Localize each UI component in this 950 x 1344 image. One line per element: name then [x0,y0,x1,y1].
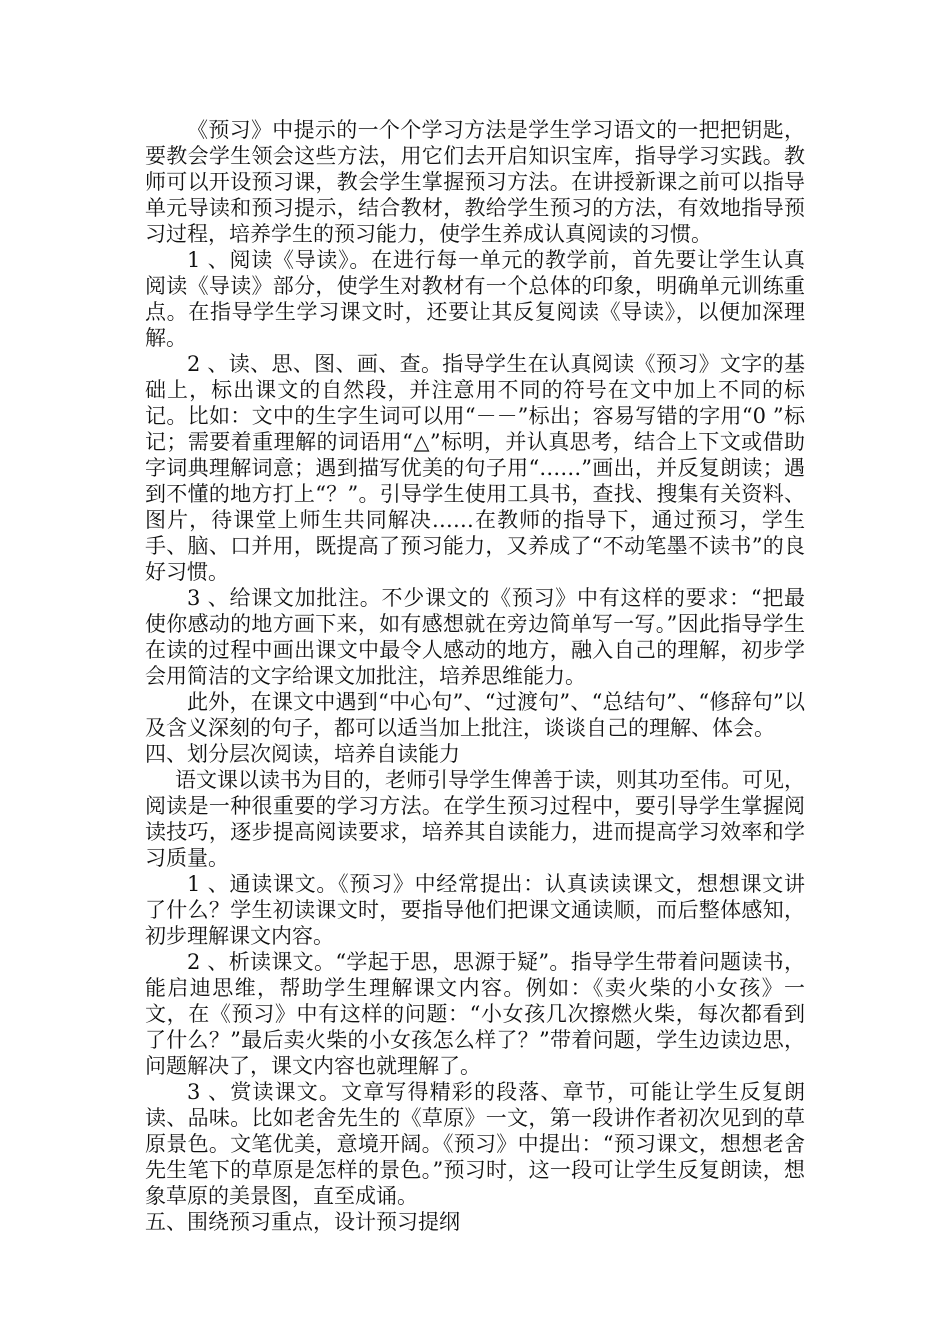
section-heading-four: 四、划分层次阅读，培养自读能力 [145,742,460,766]
paragraph-intro: 《预习》中提示的一个个学习方法是学生学习语文的一把把钥匙，要教会学生领会这些方法，用它们去开启知识宝库，指导学习实践。教师可以开设预习课，教会学生掌握预习方法。在讲授新课之前可以指导单元导读和预习提示，结合教材，教给学生预习的方法，有效地指导预习过程，培养学生的预习能力，使学生养成认真阅读的习惯。 [145,118,805,246]
paragraph-appreciative-reading: 3 、赏读课文。文章写得精彩的段落、章节，可能让学生反复朗读、品味。比如老舍先生的《草原》一文，第一段讲作者初次见到的草原景色。文笔优美，意境开阔。《预习》中提出：“预习课文，想想老舍先生笔下的草原是怎样的景色。”预习时，这一段可让学生反复朗读，想象草原的美景图，直至成诵。 [145,1080,805,1208]
paragraph-read-think-mark: 2 、读、思、图、画、查。指导学生在认真阅读《预习》文字的基础上，标出课文的自然段，并注意用不同的符号在文中加上不同的标记。比如：文中的生字生词可以用“－－”标出；容易写错的字用“0 ”标记；需要着重理解的词语用“△”标明，并认真思考，结合上下文或借助字词典理解词意；遇到描写优美的句子用“……”画出，并反复朗读；遇到不懂的地方打上“？”。引导学生使用工具书，查找、搜集有关资料、图片，待课堂上师生共同解决……在教师的指导下，通过预习，学生手、脑、口并用，既提高了预习能力，又养成了“不动笔墨不读书”的良好习惯。 [145,352,805,584]
document-body [145,117,805,1235]
paragraph-analytic-reading: 2 、析读课文。“学起于思，思源于疑”。指导学生带着问题读书，能启迪思维，帮助学生理解课文内容。例如：《卖火柴的小女孩》一文，在《预习》中有这样的问题：“小女孩几次擦燃火柴，每次都看到了什么？”最后卖火柴的小女孩怎么样了？”带着问题，学生边读边思，问题解决了，课文内容也就理解了。 [145,950,805,1078]
paragraph-additional-annotations: 此外，在课文中遇到“中心句”、“过渡句”、“总结句”、“修辞句”以及含义深刻的句子，都可以适当加上批注，谈谈自己的理解、体会。 [145,690,805,740]
section-heading-five: 五、围绕预习重点，设计预习提纲 [145,1210,460,1234]
paragraph-reading-method: 语文课以读书为目的，老师引导学生俾善于读，则其功至伟。可见，阅读是一种很重要的学习方法。在学生预习过程中，要引导学生掌握阅读技巧，逐步提高阅读要求，培养其自读能力，进而提高学习效率和学习质量。 [145,768,805,870]
paragraph-skim-reading: 1 、通读课文。《预习》中经常提出：认真读读课文，想想课文讲了什么？学生初读课文时，要指导他们把课文通读顺，而后整体感知，初步理解课文内容。 [145,872,805,948]
paragraph-annotate: 3 、给课文加批注。不少课文的《预习》中有这样的要求：“把最使你感动的地方画下来，如有感想就在旁边简单写一写。”因此指导学生在读的过程中画出课文中最令人感动的地方，融入自己的理解，初步学会用简洁的文字给课文加批注，培养思维能力。 [145,586,805,688]
paragraph-read-guide: 1 、阅读《导读》。在进行每一单元的教学前，首先要让学生认真阅读《导读》部分，使学生对教材有一个总体的印象，明确单元训练重点。在指导学生学习课文时，还要让其反复阅读《导读》，以便加深理解。 [145,248,805,350]
